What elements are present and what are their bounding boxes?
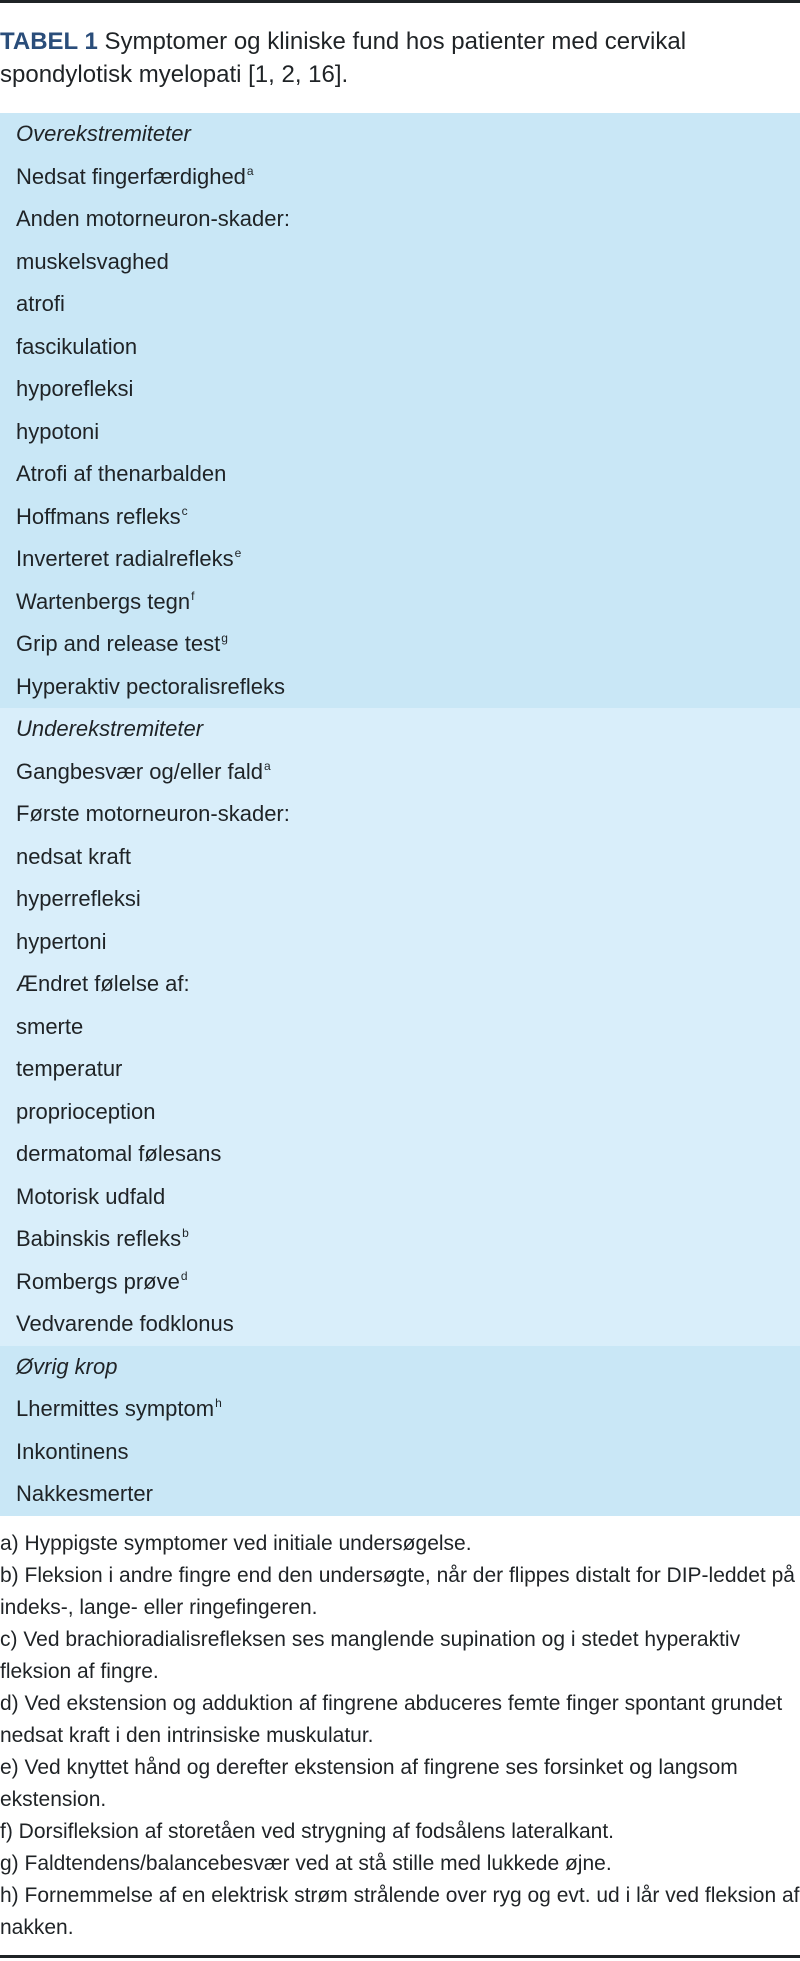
footnote: d) Ved ekstension og adduktion af fingrene abduceres femte finger spontant grundet nedsat kraft i den intrinsiske muskulatur. xyxy=(0,1691,783,1747)
table-row xyxy=(0,241,800,284)
footnote-marker: h xyxy=(215,1396,222,1410)
table-row xyxy=(0,1473,800,1516)
section-heading: Underekstremiteter xyxy=(16,716,204,741)
row-text: hypertoni xyxy=(16,928,107,954)
footnote-marker: c xyxy=(181,503,188,518)
table-section xyxy=(0,113,800,708)
table-row xyxy=(0,1006,800,1049)
table-row xyxy=(0,1431,800,1474)
table-row xyxy=(0,156,800,199)
footnote: g) Faldtendens/balancebesvær ved at stå stille med lukkede øjne. xyxy=(0,1851,612,1875)
footnote: f) Dorsifleksion af storetåen ved strygning af fodsålens lateralkant. xyxy=(0,1819,614,1843)
footnote-marker: a xyxy=(264,758,271,773)
row-text: Vedvarende fodklonus xyxy=(16,1311,234,1336)
row-text: Lhermittes symptom xyxy=(16,1396,215,1421)
symptom-table xyxy=(0,113,800,1516)
section-heading: Overekstremiteter xyxy=(16,121,191,146)
row-text: Inkontinens xyxy=(16,1438,129,1464)
row-text: Rombergs prøve xyxy=(16,1268,180,1294)
row-text: Ændret følelse af: xyxy=(16,971,190,996)
footnote: h) Fornemmelse af en elektrisk strøm strålende over ryg og evt. ud i lår ved fleksion af nakken. xyxy=(0,1883,800,1939)
table-row xyxy=(0,793,800,836)
row-text: Atrofi af thenarbalden xyxy=(16,461,227,486)
table-row xyxy=(0,1303,800,1346)
row-text: hyperrefleksi xyxy=(16,886,141,911)
bottom-rule xyxy=(0,1955,800,1958)
table-label: TABEL 1 xyxy=(0,28,98,55)
footnote: c) Ved brachioradialisrefleksen ses manglende supination og i stedet hyperaktiv fleksion af fingre. xyxy=(0,1627,741,1683)
row-text: muskelsvaghed xyxy=(16,248,169,274)
row-text: Grip and release test xyxy=(16,631,221,656)
table-row xyxy=(0,368,800,411)
row-text: Nedsat fingerfærdighed xyxy=(16,163,246,189)
footnotes xyxy=(0,1516,800,1944)
row-text: Nakkesmerter xyxy=(16,1481,153,1506)
row-text: atrofi xyxy=(16,291,65,316)
table-row xyxy=(0,878,800,921)
table-caption xyxy=(0,3,800,107)
row-text: fascikulation xyxy=(16,333,138,359)
row-text: temperatur xyxy=(16,1056,123,1081)
table-row xyxy=(0,1218,800,1261)
row-text: Hoffmans refleks xyxy=(16,503,181,529)
table-row xyxy=(0,411,800,454)
row-text: nedsat kraft xyxy=(16,843,131,869)
row-text: dermatomal følesans xyxy=(16,1141,222,1166)
table-row xyxy=(0,453,800,496)
table-section xyxy=(0,1346,800,1516)
table-row xyxy=(0,1388,800,1431)
table-row xyxy=(0,1091,800,1134)
table-row xyxy=(0,283,800,326)
footnote-marker: g xyxy=(221,631,228,645)
table-row xyxy=(0,538,800,581)
table-row xyxy=(0,496,800,539)
table-row xyxy=(0,1261,800,1304)
row-text: smerte xyxy=(16,1013,84,1039)
footnote-marker: a xyxy=(246,163,254,178)
row-text: Hyperaktiv pectoralisrefleks xyxy=(16,673,285,699)
section-heading: Øvrig krop xyxy=(16,1353,118,1379)
row-text: Inverteret radialrefleks xyxy=(16,546,234,571)
row-text: Første motorneuron-skader: xyxy=(16,801,290,826)
table-row xyxy=(0,751,800,794)
table-row xyxy=(0,666,800,709)
table-row xyxy=(0,921,800,964)
table-row xyxy=(0,198,800,241)
row-text: proprioception xyxy=(16,1098,156,1124)
table-row xyxy=(0,1176,800,1219)
table-row xyxy=(0,836,800,879)
row-text: hypotoni xyxy=(16,418,100,444)
row-text: Gangbesvær og/eller fald xyxy=(16,758,264,784)
row-text: Wartenbergs tegn xyxy=(16,588,191,614)
table-row xyxy=(0,1048,800,1091)
table-row xyxy=(0,1133,800,1176)
footnote: a) Hyppigste symptomer ved initiale undersøgelse. xyxy=(0,1531,472,1555)
table-row xyxy=(0,581,800,624)
table-row xyxy=(0,963,800,1006)
table-row xyxy=(0,326,800,369)
footnote-marker: f xyxy=(191,588,195,603)
row-text: Babinskis refleks xyxy=(16,1226,182,1251)
footnote-marker: b xyxy=(182,1226,189,1240)
row-text: Motorisk udfald xyxy=(16,1183,166,1209)
row-text: Anden motorneuron-skader: xyxy=(16,206,290,231)
footnote-marker: d xyxy=(180,1268,188,1283)
footnote: b) Fleksion i andre fingre end den undersøgte, når der flippes distalt for DIP-leddet på indeks-, lange- eller ringefingeren. xyxy=(0,1563,795,1619)
row-text: hyporefleksi xyxy=(16,376,134,401)
footnote: e) Ved knyttet hånd og derefter ekstension af fingrene ses forsinket og langsom ekstension. xyxy=(0,1755,738,1811)
footnote-marker: e xyxy=(234,546,242,560)
table-section xyxy=(0,708,800,1346)
table-row xyxy=(0,623,800,666)
caption-text: Symptomer og kliniske fund hos patienter med cervikal spondylotisk myelopati [1, 2, 16]. xyxy=(0,28,687,88)
